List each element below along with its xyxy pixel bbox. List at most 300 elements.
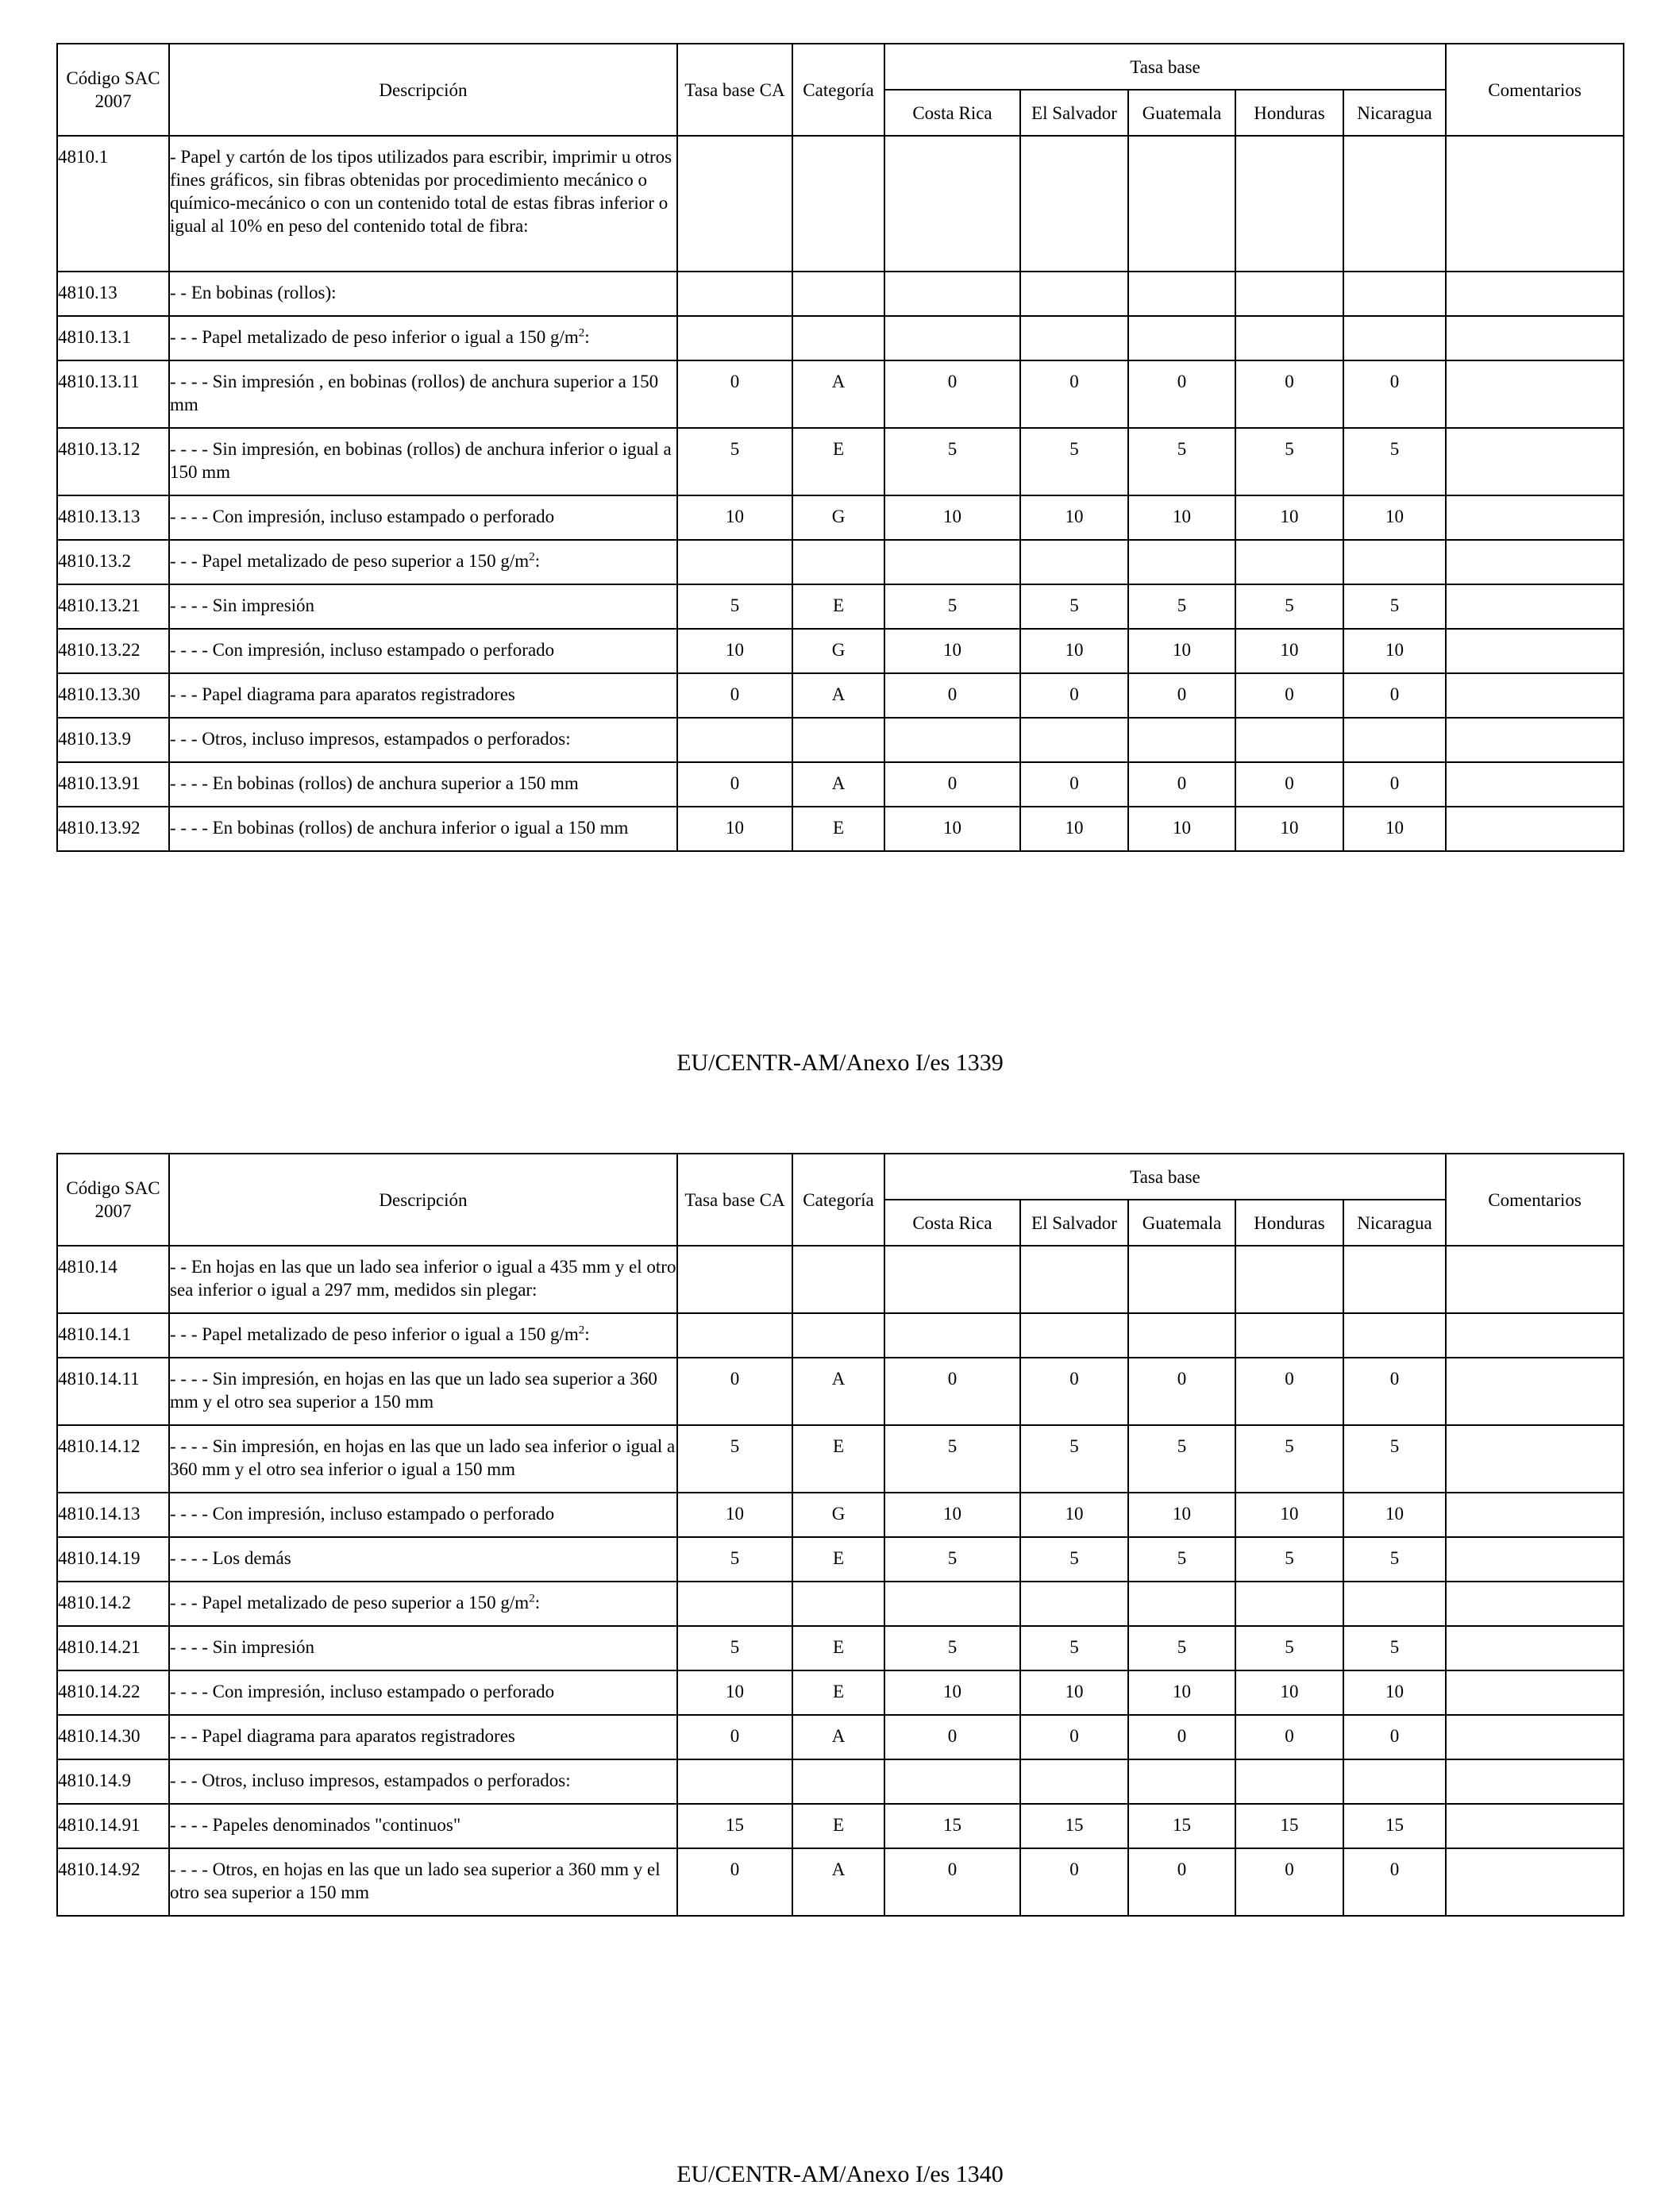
description-cell	[169, 1582, 677, 1626]
nicaragua-cell: 10	[1343, 1493, 1446, 1537]
code-cell: 4810.13.12	[57, 428, 169, 495]
header-categoria: Categoría	[792, 44, 884, 136]
superscript: 2	[578, 1324, 585, 1337]
code-cell: 4810.13.1	[57, 316, 169, 360]
guatemala-cell: 10	[1128, 629, 1235, 673]
nicaragua-cell: 5	[1343, 1425, 1446, 1493]
description-suffix: :	[534, 551, 541, 571]
table-row	[57, 272, 1624, 316]
honduras-cell	[1235, 316, 1343, 360]
description-cell: - - - - Sin impresión , en bobinas (rollos) de anchura superior a 150 mm	[169, 360, 677, 428]
costa-rica-cell	[884, 1313, 1020, 1358]
honduras-cell	[1235, 1759, 1343, 1804]
costa-rica-cell	[884, 1759, 1020, 1804]
nicaragua-cell: 0	[1343, 360, 1446, 428]
costa-rica-cell: 10	[884, 807, 1020, 851]
code-cell: 4810.13.22	[57, 629, 169, 673]
description-cell: - - - Papel diagrama para aparatos registradores	[169, 1715, 677, 1759]
comentarios-cell	[1446, 540, 1624, 584]
categoria-cell: A	[792, 673, 884, 718]
description-cell: - - En hojas en las que un lado sea inferior o igual a 435 mm y el otro sea inferior o igual a 297 mm, medidos sin plegar:	[169, 1246, 677, 1313]
code-cell: 4810.14.13	[57, 1493, 169, 1537]
header-el-salvador: El Salvador	[1020, 90, 1128, 136]
header-nicaragua: Nicaragua	[1343, 90, 1446, 136]
comentarios-cell	[1446, 1759, 1624, 1804]
superscript: 2	[529, 1592, 535, 1605]
description-cell: - - - - Papeles denominados "continuos"	[169, 1804, 677, 1848]
honduras-cell: 15	[1235, 1804, 1343, 1848]
comentarios-cell	[1446, 629, 1624, 673]
honduras-cell: 5	[1235, 428, 1343, 495]
guatemala-cell: 0	[1128, 1358, 1235, 1425]
code-cell: 4810.14.22	[57, 1670, 169, 1715]
description-text: - - - Papel metalizado de peso inferior o igual a 150 g/m	[170, 327, 579, 347]
nicaragua-cell: 0	[1343, 1358, 1446, 1425]
header-honduras: Honduras	[1235, 1200, 1343, 1246]
nicaragua-cell: 10	[1343, 629, 1446, 673]
code-cell: 4810.14.11	[57, 1358, 169, 1425]
description-text: - - - Papel metalizado de peso inferior o igual a 150 g/m	[170, 1324, 579, 1344]
code-cell: 4810.13.92	[57, 807, 169, 851]
superscript: 2	[578, 326, 585, 340]
table-row	[57, 136, 1624, 272]
guatemala-cell	[1128, 718, 1235, 762]
tasa-base-ca-cell	[677, 1759, 792, 1804]
code-cell: 4810.14.19	[57, 1537, 169, 1582]
guatemala-cell: 10	[1128, 1670, 1235, 1715]
comentarios-cell	[1446, 1804, 1624, 1848]
categoria-cell: A	[792, 1848, 884, 1916]
tasa-base-ca-cell	[677, 272, 792, 316]
comentarios-cell	[1446, 584, 1624, 629]
header-nicaragua: Nicaragua	[1343, 1200, 1446, 1246]
code-cell: 4810.14.91	[57, 1804, 169, 1848]
code-cell: 4810.13.13	[57, 495, 169, 540]
tasa-base-ca-cell	[677, 540, 792, 584]
table-row	[57, 316, 1624, 360]
costa-rica-cell: 5	[884, 584, 1020, 629]
nicaragua-cell: 5	[1343, 1537, 1446, 1582]
description-cell	[169, 1313, 677, 1358]
tariff-table-page-1340	[56, 1153, 1624, 1917]
nicaragua-cell	[1343, 1759, 1446, 1804]
header-guatemala: Guatemala	[1128, 1200, 1235, 1246]
comentarios-cell	[1446, 1626, 1624, 1670]
honduras-cell: 0	[1235, 1715, 1343, 1759]
nicaragua-cell: 10	[1343, 1670, 1446, 1715]
guatemala-cell: 0	[1128, 1715, 1235, 1759]
categoria-cell	[792, 1313, 884, 1358]
page-footer-1339: EU/CENTR-AM/Anexo I/es 1339	[676, 1050, 1004, 1076]
el-salvador-cell: 15	[1020, 1804, 1128, 1848]
nicaragua-cell	[1343, 540, 1446, 584]
costa-rica-cell	[884, 1246, 1020, 1313]
costa-rica-cell: 10	[884, 495, 1020, 540]
honduras-cell: 5	[1235, 1537, 1343, 1582]
description-cell: - - - - Otros, en hojas en las que un lado sea superior a 360 mm y el otro sea superior a 150 mm	[169, 1848, 677, 1916]
header-costa-rica: Costa Rica	[884, 90, 1020, 136]
comentarios-cell	[1446, 1246, 1624, 1313]
guatemala-cell: 5	[1128, 1626, 1235, 1670]
costa-rica-cell	[884, 316, 1020, 360]
description-cell: - - - - Sin impresión, en bobinas (rollos) de anchura inferior o igual a 150 mm	[169, 428, 677, 495]
categoria-cell: A	[792, 360, 884, 428]
comentarios-cell	[1446, 136, 1624, 272]
guatemala-cell	[1128, 1759, 1235, 1804]
costa-rica-cell: 10	[884, 1670, 1020, 1715]
categoria-cell: E	[792, 1626, 884, 1670]
el-salvador-cell: 10	[1020, 807, 1128, 851]
honduras-cell: 10	[1235, 629, 1343, 673]
table-row	[57, 1493, 1624, 1537]
description-suffix: :	[534, 1593, 541, 1613]
comentarios-cell	[1446, 272, 1624, 316]
categoria-cell	[792, 1759, 884, 1804]
honduras-cell: 0	[1235, 1848, 1343, 1916]
guatemala-cell: 5	[1128, 1537, 1235, 1582]
description-cell: - - - - Sin impresión	[169, 1626, 677, 1670]
comentarios-cell	[1446, 1425, 1624, 1493]
description-cell: - - - Otros, incluso impresos, estampados o perforados:	[169, 1759, 677, 1804]
categoria-cell: A	[792, 1358, 884, 1425]
table-row	[57, 807, 1624, 851]
description-cell: - Papel y cartón de los tipos utilizados para escribir, imprimir u otros fines gráficos, sin fibras obtenidas por procedimiento mecánico o químico-mecánico o con un contenido total de estas fibras inferior o igual al 10% en peso del contenido total de fibra:	[169, 136, 677, 272]
nicaragua-cell	[1343, 1313, 1446, 1358]
code-cell: 4810.13	[57, 272, 169, 316]
tasa-base-ca-cell: 10	[677, 629, 792, 673]
el-salvador-cell	[1020, 1582, 1128, 1626]
el-salvador-cell	[1020, 1313, 1128, 1358]
el-salvador-cell: 5	[1020, 584, 1128, 629]
nicaragua-cell: 0	[1343, 762, 1446, 807]
code-cell: 4810.13.11	[57, 360, 169, 428]
costa-rica-cell: 0	[884, 1715, 1020, 1759]
costa-rica-cell: 15	[884, 1804, 1020, 1848]
header-descripcion: Descripción	[169, 1154, 677, 1246]
honduras-cell	[1235, 1313, 1343, 1358]
description-suffix: :	[584, 1324, 590, 1344]
description-cell: - - - - Sin impresión, en hojas en las que un lado sea superior a 360 mm y el otro sea superior a 150 mm	[169, 1358, 677, 1425]
categoria-cell: E	[792, 1804, 884, 1848]
el-salvador-cell: 10	[1020, 1670, 1128, 1715]
tasa-base-ca-cell: 10	[677, 1670, 792, 1715]
tasa-base-ca-cell	[677, 1582, 792, 1626]
table-row	[57, 360, 1624, 428]
description-cell: - - - - Con impresión, incluso estampado o perforado	[169, 495, 677, 540]
header-comentarios: Comentarios	[1446, 44, 1624, 136]
header-tasa-base-ca: Tasa base CA	[677, 1154, 792, 1246]
tasa-base-ca-cell: 0	[677, 673, 792, 718]
code-cell: 4810.14	[57, 1246, 169, 1313]
code-cell: 4810.14.12	[57, 1425, 169, 1493]
categoria-cell: E	[792, 807, 884, 851]
tasa-base-ca-cell: 15	[677, 1804, 792, 1848]
categoria-cell: E	[792, 428, 884, 495]
guatemala-cell: 5	[1128, 584, 1235, 629]
costa-rica-cell	[884, 136, 1020, 272]
code-cell: 4810.14.21	[57, 1626, 169, 1670]
comentarios-cell	[1446, 360, 1624, 428]
table-row	[57, 1246, 1624, 1313]
tasa-base-ca-cell: 10	[677, 495, 792, 540]
nicaragua-cell	[1343, 272, 1446, 316]
header-codigo: Código SAC 2007	[57, 44, 169, 136]
description-cell	[169, 316, 677, 360]
code-cell: 4810.13.30	[57, 673, 169, 718]
nicaragua-cell	[1343, 718, 1446, 762]
el-salvador-cell: 0	[1020, 1358, 1128, 1425]
comentarios-cell	[1446, 1358, 1624, 1425]
categoria-cell: E	[792, 1425, 884, 1493]
guatemala-cell	[1128, 1313, 1235, 1358]
tasa-base-ca-cell: 0	[677, 1715, 792, 1759]
table-row	[57, 1848, 1624, 1916]
comentarios-cell	[1446, 495, 1624, 540]
el-salvador-cell: 5	[1020, 1626, 1128, 1670]
header-honduras: Honduras	[1235, 90, 1343, 136]
tasa-base-ca-cell: 0	[677, 762, 792, 807]
tasa-base-ca-cell: 0	[677, 1848, 792, 1916]
table-row	[57, 1582, 1624, 1626]
categoria-cell	[792, 272, 884, 316]
guatemala-cell: 0	[1128, 360, 1235, 428]
tasa-base-ca-cell: 0	[677, 1358, 792, 1425]
table-row	[57, 673, 1624, 718]
costa-rica-cell: 5	[884, 428, 1020, 495]
comentarios-cell	[1446, 1493, 1624, 1537]
table-header	[57, 1154, 1624, 1246]
description-cell: - - - - Los demás	[169, 1537, 677, 1582]
code-cell: 4810.13.2	[57, 540, 169, 584]
comentarios-cell	[1446, 428, 1624, 495]
code-cell: 4810.14.2	[57, 1582, 169, 1626]
description-cell: - - - - En bobinas (rollos) de anchura inferior o igual a 150 mm	[169, 807, 677, 851]
description-suffix: :	[584, 327, 590, 347]
table-row	[57, 1804, 1624, 1848]
nicaragua-cell: 5	[1343, 1626, 1446, 1670]
costa-rica-cell: 5	[884, 1626, 1020, 1670]
nicaragua-cell: 0	[1343, 1715, 1446, 1759]
description-cell: - - En bobinas (rollos):	[169, 272, 677, 316]
nicaragua-cell: 15	[1343, 1804, 1446, 1848]
honduras-cell: 5	[1235, 1626, 1343, 1670]
el-salvador-cell: 0	[1020, 673, 1128, 718]
guatemala-cell	[1128, 1246, 1235, 1313]
tasa-base-ca-cell	[677, 718, 792, 762]
description-cell: - - - - Sin impresión, en hojas en las que un lado sea inferior o igual a 360 mm y el otro sea inferior o igual a 150 mm	[169, 1425, 677, 1493]
header-codigo: Código SAC 2007	[57, 1154, 169, 1246]
table-row	[57, 1715, 1624, 1759]
costa-rica-cell	[884, 540, 1020, 584]
table-header	[57, 44, 1624, 136]
code-cell: 4810.14.92	[57, 1848, 169, 1916]
table-row	[57, 1537, 1624, 1582]
el-salvador-cell	[1020, 540, 1128, 584]
description-cell: - - - - Sin impresión	[169, 584, 677, 629]
costa-rica-cell	[884, 1582, 1020, 1626]
code-cell: 4810.13.91	[57, 762, 169, 807]
el-salvador-cell: 5	[1020, 1537, 1128, 1582]
header-guatemala: Guatemala	[1128, 90, 1235, 136]
guatemala-cell: 10	[1128, 495, 1235, 540]
guatemala-cell	[1128, 540, 1235, 584]
categoria-cell: E	[792, 1537, 884, 1582]
tasa-base-ca-cell: 5	[677, 428, 792, 495]
comentarios-cell	[1446, 762, 1624, 807]
el-salvador-cell	[1020, 272, 1128, 316]
table-row	[57, 1425, 1624, 1493]
el-salvador-cell: 5	[1020, 428, 1128, 495]
table-row	[57, 584, 1624, 629]
honduras-cell: 5	[1235, 1425, 1343, 1493]
categoria-cell	[792, 1582, 884, 1626]
costa-rica-cell: 0	[884, 762, 1020, 807]
table-body	[57, 1246, 1624, 1916]
el-salvador-cell: 10	[1020, 495, 1128, 540]
table-row	[57, 1759, 1624, 1804]
el-salvador-cell	[1020, 136, 1128, 272]
comentarios-cell	[1446, 673, 1624, 718]
table-row	[57, 1626, 1624, 1670]
honduras-cell	[1235, 1582, 1343, 1626]
nicaragua-cell: 5	[1343, 428, 1446, 495]
honduras-cell: 10	[1235, 1670, 1343, 1715]
el-salvador-cell	[1020, 316, 1128, 360]
honduras-cell: 10	[1235, 495, 1343, 540]
description-cell: - - - Papel diagrama para aparatos registradores	[169, 673, 677, 718]
el-salvador-cell: 0	[1020, 360, 1128, 428]
code-cell: 4810.14.1	[57, 1313, 169, 1358]
categoria-cell: G	[792, 629, 884, 673]
nicaragua-cell: 0	[1343, 1848, 1446, 1916]
header-costa-rica: Costa Rica	[884, 1200, 1020, 1246]
header-tasa-base: Tasa base	[884, 1154, 1446, 1200]
categoria-cell: A	[792, 1715, 884, 1759]
tasa-base-ca-cell	[677, 1313, 792, 1358]
comentarios-cell	[1446, 1537, 1624, 1582]
honduras-cell: 0	[1235, 673, 1343, 718]
comentarios-cell	[1446, 718, 1624, 762]
nicaragua-cell	[1343, 1246, 1446, 1313]
guatemala-cell: 15	[1128, 1804, 1235, 1848]
el-salvador-cell: 5	[1020, 1425, 1128, 1493]
guatemala-cell	[1128, 316, 1235, 360]
el-salvador-cell: 0	[1020, 762, 1128, 807]
nicaragua-cell: 5	[1343, 584, 1446, 629]
table-row	[57, 762, 1624, 807]
costa-rica-cell	[884, 272, 1020, 316]
costa-rica-cell: 10	[884, 629, 1020, 673]
nicaragua-cell: 10	[1343, 495, 1446, 540]
costa-rica-cell: 0	[884, 1848, 1020, 1916]
guatemala-cell: 0	[1128, 1848, 1235, 1916]
costa-rica-cell: 10	[884, 1493, 1020, 1537]
comentarios-cell	[1446, 316, 1624, 360]
tasa-base-ca-cell: 5	[677, 1626, 792, 1670]
costa-rica-cell: 0	[884, 1358, 1020, 1425]
honduras-cell	[1235, 718, 1343, 762]
nicaragua-cell	[1343, 136, 1446, 272]
honduras-cell: 10	[1235, 807, 1343, 851]
categoria-cell: G	[792, 1493, 884, 1537]
categoria-cell	[792, 540, 884, 584]
description-cell: - - - - Con impresión, incluso estampado o perforado	[169, 629, 677, 673]
header-categoria: Categoría	[792, 1154, 884, 1246]
description-cell	[169, 540, 677, 584]
honduras-cell: 5	[1235, 584, 1343, 629]
costa-rica-cell: 0	[884, 360, 1020, 428]
categoria-cell: E	[792, 584, 884, 629]
honduras-cell	[1235, 272, 1343, 316]
el-salvador-cell: 10	[1020, 629, 1128, 673]
guatemala-cell: 5	[1128, 1425, 1235, 1493]
description-text: - - - Papel metalizado de peso superior a 150 g/m	[170, 551, 530, 571]
nicaragua-cell: 0	[1343, 673, 1446, 718]
table-row	[57, 540, 1624, 584]
honduras-cell: 0	[1235, 1358, 1343, 1425]
guatemala-cell: 0	[1128, 762, 1235, 807]
tasa-base-ca-cell: 5	[677, 1537, 792, 1582]
comentarios-cell	[1446, 807, 1624, 851]
costa-rica-cell: 5	[884, 1425, 1020, 1493]
tariff-table-page-1339	[56, 43, 1624, 852]
categoria-cell: G	[792, 495, 884, 540]
comentarios-cell	[1446, 1715, 1624, 1759]
nicaragua-cell	[1343, 316, 1446, 360]
honduras-cell	[1235, 540, 1343, 584]
honduras-cell: 0	[1235, 762, 1343, 807]
guatemala-cell: 5	[1128, 428, 1235, 495]
costa-rica-cell	[884, 718, 1020, 762]
code-cell: 4810.14.30	[57, 1715, 169, 1759]
honduras-cell: 10	[1235, 1493, 1343, 1537]
description-cell: - - - - En bobinas (rollos) de anchura superior a 150 mm	[169, 762, 677, 807]
categoria-cell	[792, 1246, 884, 1313]
table-row	[57, 1670, 1624, 1715]
code-cell: 4810.1	[57, 136, 169, 272]
guatemala-cell: 10	[1128, 1493, 1235, 1537]
comentarios-cell	[1446, 1848, 1624, 1916]
categoria-cell: A	[792, 762, 884, 807]
el-salvador-cell	[1020, 1246, 1128, 1313]
table-row	[57, 718, 1624, 762]
categoria-cell	[792, 316, 884, 360]
el-salvador-cell: 10	[1020, 1493, 1128, 1537]
el-salvador-cell	[1020, 718, 1128, 762]
el-salvador-cell: 0	[1020, 1715, 1128, 1759]
code-cell: 4810.13.9	[57, 718, 169, 762]
guatemala-cell: 10	[1128, 807, 1235, 851]
categoria-cell: E	[792, 1670, 884, 1715]
guatemala-cell	[1128, 1582, 1235, 1626]
header-comentarios: Comentarios	[1446, 1154, 1624, 1246]
superscript: 2	[529, 550, 535, 564]
table-row	[57, 495, 1624, 540]
honduras-cell	[1235, 1246, 1343, 1313]
tasa-base-ca-cell: 5	[677, 584, 792, 629]
code-cell: 4810.13.21	[57, 584, 169, 629]
costa-rica-cell: 0	[884, 673, 1020, 718]
comentarios-cell	[1446, 1313, 1624, 1358]
table-body	[57, 136, 1624, 851]
tasa-base-ca-cell: 10	[677, 1493, 792, 1537]
nicaragua-cell: 10	[1343, 807, 1446, 851]
guatemala-cell: 0	[1128, 673, 1235, 718]
categoria-cell	[792, 718, 884, 762]
tasa-base-ca-cell: 5	[677, 1425, 792, 1493]
table-row	[57, 629, 1624, 673]
honduras-cell	[1235, 136, 1343, 272]
